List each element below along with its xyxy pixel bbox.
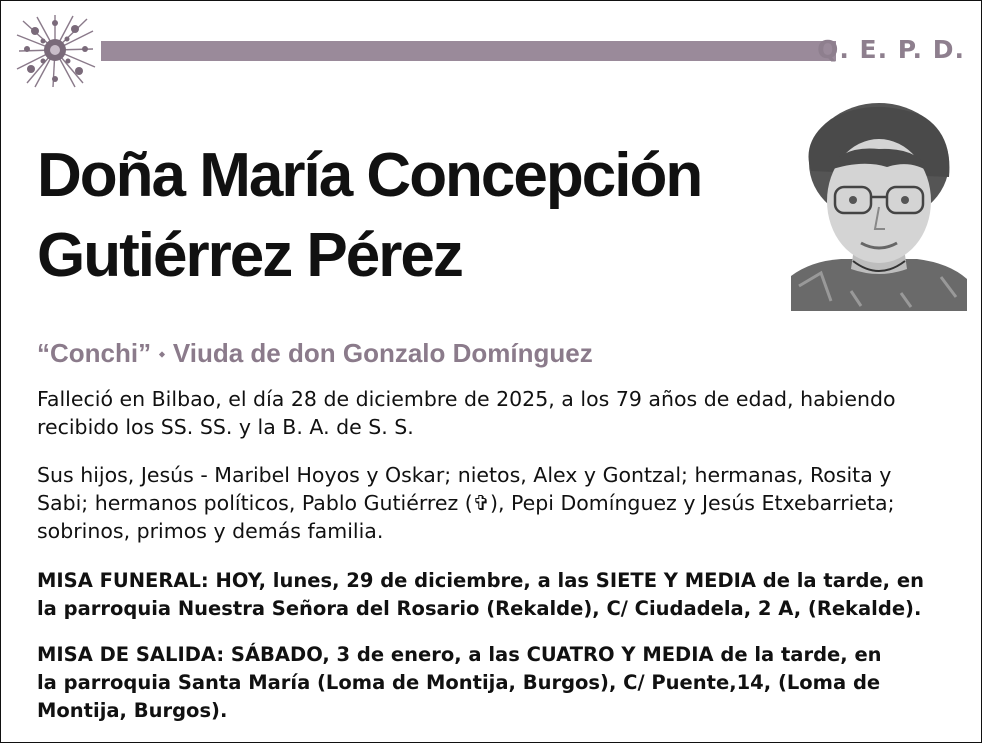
floral-emblem-icon	[13, 11, 97, 89]
death-notice-paragraph	[37, 385, 957, 441]
obituary-header	[1, 1, 981, 91]
family-line: Sus hijos, Jesús - Maribel Hoyos y Oskar; nietos, Alex y Gontzal; hermanas, Rosita y	[37, 463, 892, 487]
funeral-mass-line: la parroquia Nuestra Señora del Rosario (Rekalde), C/ Ciudadela, 2 A, (Rekalde).	[37, 597, 922, 620]
departure-mass-paragraph	[37, 641, 957, 725]
deceased-name	[37, 136, 797, 296]
diamond-separator-icon: ⬩	[159, 346, 165, 363]
departure-mass-line: MISA DE SALIDA: SÁBADO, 3 de enero, a las CUATRO Y MEDIA de la tarde, en	[37, 643, 882, 666]
family-line: sobrinos, primos y demás familia.	[37, 519, 384, 543]
funeral-mass-line: MISA FUNERAL: HOY, lunes, 29 de diciembre, a las SIETE Y MEDIA de la tarde, en	[37, 569, 924, 592]
deceased-name-line2: Gutiérrez Pérez	[37, 221, 462, 290]
departure-mass-line: la parroquia Santa María (Loma de Montija, Burgos), C/ Puente,14, (Loma de	[37, 671, 881, 694]
widow-of-text: Viuda de don Gonzalo Domínguez	[172, 338, 593, 368]
deceased-portrait-photo	[791, 101, 967, 311]
deceased-subtitle	[37, 338, 593, 369]
deceased-nickname: “Conchi”	[37, 338, 152, 368]
deceased-name-line1: Doña María Concepción	[37, 141, 702, 210]
family-paragraph	[37, 461, 957, 545]
departure-mass-line: Montija, Burgos).	[37, 699, 228, 722]
qepd-label: Q. E. P. D.	[817, 35, 965, 64]
family-line: Sabi; hermanos políticos, Pablo Gutiérrez (✞), Pepi Domínguez y Jesús Etxebarrieta;	[37, 491, 895, 515]
death-notice-line: recibido los SS. SS. y la B. A. de S. S.	[37, 415, 414, 439]
death-notice-line: Falleció en Bilbao, el día 28 de diciembre de 2025, a los 79 años de edad, habiendo	[37, 387, 896, 411]
funeral-mass-paragraph	[37, 567, 957, 623]
header-divider-bar	[101, 41, 836, 61]
